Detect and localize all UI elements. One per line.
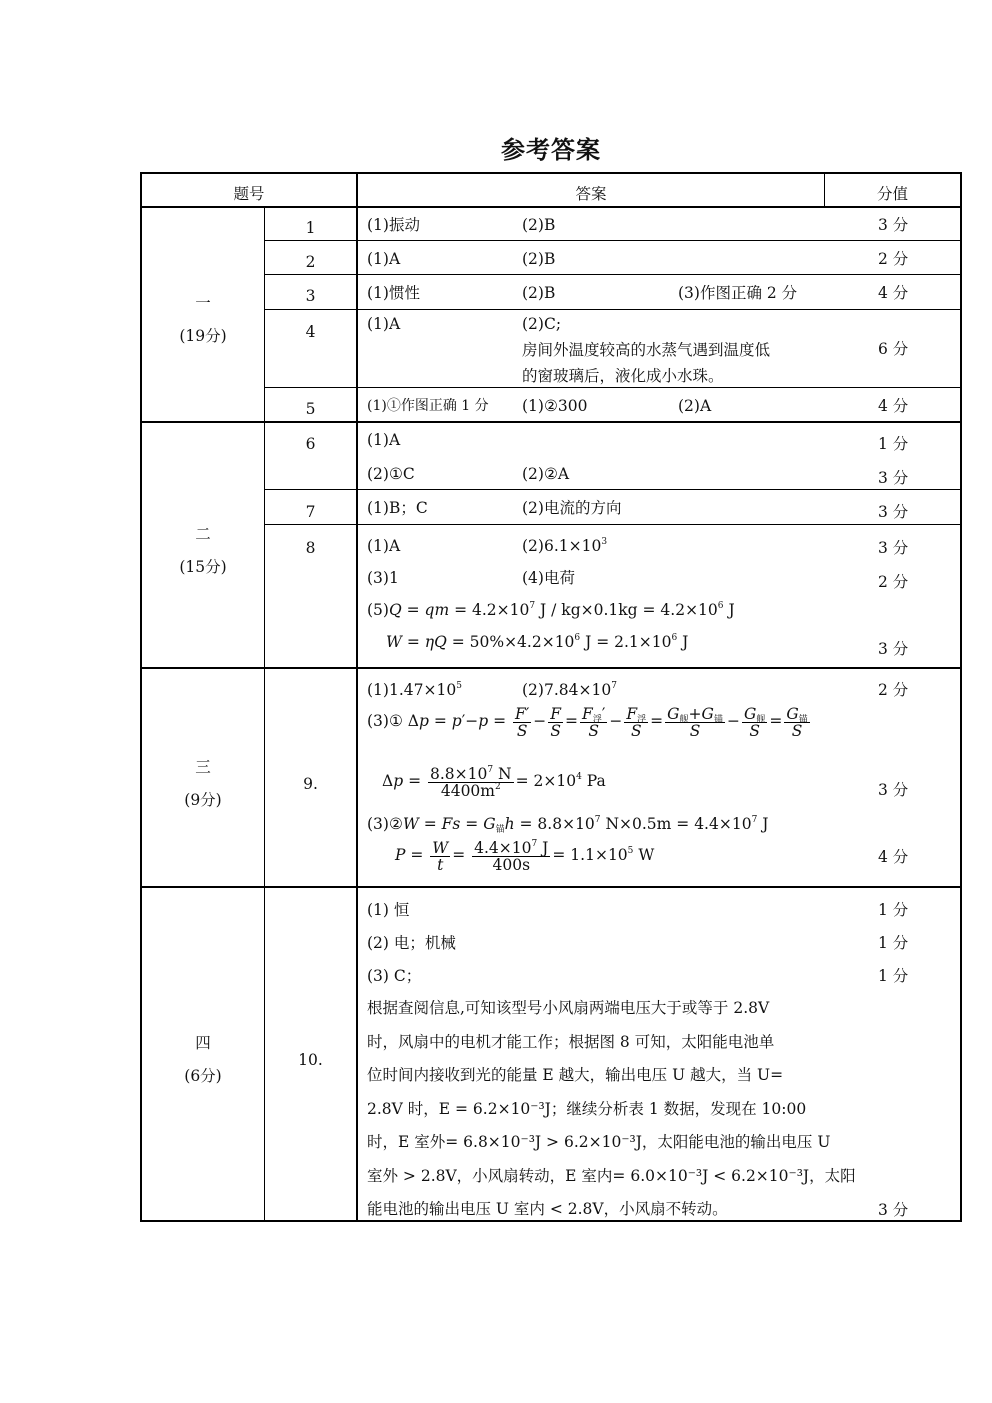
answer-text: (1)A bbox=[367, 250, 401, 268]
section-name: 二 bbox=[195, 525, 211, 543]
answer-text: (1) 恒 bbox=[367, 901, 410, 919]
question-number: 6 bbox=[305, 435, 316, 453]
answer-text: (1)惯性 bbox=[367, 284, 420, 302]
section-name: 一 bbox=[195, 294, 211, 312]
answer-text: 房间外温度较高的水蒸气遇到温度低 bbox=[522, 341, 771, 359]
answer-paragraph-line: 2.8V 时，E = 6.2×10⁻³J；继续分析表 1 数据，发现在 10:00 bbox=[367, 1100, 807, 1118]
row-divider bbox=[264, 240, 962, 241]
row-divider bbox=[264, 309, 962, 310]
section-divider bbox=[140, 667, 962, 669]
answer-text: (1)A bbox=[367, 431, 401, 449]
score-value: 4 分 bbox=[878, 284, 909, 302]
answer-paragraph-line: 时，E 室外= 6.8×10⁻³J > 6.2×10⁻³J，太阳能电池的输出电压 U bbox=[367, 1133, 831, 1151]
section-name: 三 bbox=[195, 758, 211, 776]
answer-text: $(2)7.84\times 10^7$ bbox=[522, 681, 617, 699]
question-number: 1 bbox=[305, 219, 316, 237]
section-name: 四 bbox=[195, 1034, 211, 1052]
row-divider bbox=[264, 387, 962, 388]
section-divider bbox=[140, 421, 962, 423]
formula-work: $W = \eta Q = 50\%\times 4.2\times 10^6$ $J = 2.1\times 10^6$ J bbox=[386, 633, 689, 651]
question-number: 7 bbox=[305, 503, 316, 521]
score-value: 3 分 bbox=[878, 640, 909, 658]
section-total: (9分) bbox=[184, 791, 222, 809]
answer-text: (2) 电；机械 bbox=[367, 934, 456, 952]
answer-paragraph-line: 室外 > 2.8V，小风扇转动，E 室内= 6.0×10⁻³J < 6.2×10⁻³J，太阳 bbox=[367, 1167, 856, 1185]
table-border-right bbox=[960, 172, 962, 1222]
section-total: (6分) bbox=[184, 1067, 222, 1085]
answer-text: (4)电荷 bbox=[522, 569, 575, 587]
score-value: 1 分 bbox=[878, 901, 909, 919]
question-number: 4 bbox=[305, 323, 316, 341]
answer-text: (1)振动 bbox=[367, 216, 420, 234]
answer-text: (3) C； bbox=[367, 967, 422, 985]
score-value: 4 分 bbox=[878, 397, 909, 415]
row-divider bbox=[264, 489, 962, 490]
score-value: 3 分 bbox=[878, 539, 909, 557]
answer-paragraph-line: 根据查阅信息,可知该型号小风扇两端电压大于或等于 2.8V bbox=[367, 999, 770, 1017]
answer-text: (2)C; bbox=[522, 315, 562, 333]
formula-pressure-value: Δp = $\frac{8.8\times 10^7 N}{4400m^2}$ = $2\times 10^4$ Pa bbox=[382, 764, 606, 800]
answer-text: 的窗玻璃后，液化成小水珠。 bbox=[522, 367, 724, 385]
answer-text: (2)B bbox=[522, 216, 556, 234]
row-divider bbox=[264, 524, 962, 525]
col-divider-answer bbox=[356, 172, 358, 1222]
score-value: 2 分 bbox=[878, 681, 909, 699]
score-value: 2 分 bbox=[878, 573, 909, 591]
answer-paragraph-line: 时，风扇中的电机才能工作；根据图 8 可知，太阳能电池单 bbox=[367, 1033, 775, 1051]
score-value: 3 分 bbox=[878, 469, 909, 487]
header-number: 题号 bbox=[233, 185, 265, 203]
question-number: 2 bbox=[305, 253, 316, 271]
row-divider bbox=[264, 274, 962, 275]
answer-text: (2)②A bbox=[522, 465, 570, 483]
formula-heat: (5)Q = qm = $4.2\times 10^7$ $J / kg\times 0.1kg = 4.2\times 10^6$ J bbox=[367, 601, 735, 619]
score-value: 3 分 bbox=[878, 781, 909, 799]
header-score: 分值 bbox=[876, 185, 908, 203]
score-value: 1 分 bbox=[878, 967, 909, 985]
answer-text: (2)B bbox=[522, 250, 556, 268]
answer-paragraph-line: 位时间内接收到光的能量 E 越大，输出电压 U 越大，当 U= bbox=[367, 1066, 784, 1084]
score-value: 1 分 bbox=[878, 934, 909, 952]
answer-text: $(1)1.47\times 10^5$ bbox=[367, 681, 462, 699]
question-number: 10. bbox=[298, 1051, 323, 1069]
answer-paragraph-line: 能电池的输出电压 U 室内 < 2.8V，小风扇不转动。 bbox=[367, 1200, 728, 1218]
answer-text: (1)A bbox=[367, 315, 401, 333]
score-value: 2 分 bbox=[878, 250, 909, 268]
formula-pressure: (3)① Δp = p′−p = $\frac{F'}{S}$ − $\frac{F}{S}$ = $\frac{F_浮'}{S}$ − $\frac{F_浮}{S}$ = $\frac{G_舰+G_锚}{S}$ − $\frac{G_舰}{S}$ = $\frac{G_锚}{S}$ bbox=[367, 704, 808, 740]
answer-text: $(2)6.1\times 10^3$ bbox=[522, 537, 608, 555]
section-total: (19分) bbox=[179, 327, 227, 345]
answer-text: (2)①C bbox=[367, 465, 415, 483]
page-title: 参考答案 bbox=[501, 136, 601, 164]
score-value: 4 分 bbox=[878, 848, 909, 866]
answer-text: (1)B；C bbox=[367, 499, 428, 517]
answer-text: (1)②300 bbox=[522, 397, 588, 415]
answer-text: (2)电流的方向 bbox=[522, 499, 622, 517]
answer-text: (1)①作图正确 1 分 bbox=[367, 398, 489, 414]
question-number: 8 bbox=[305, 539, 316, 557]
formula-power: P = $\frac{W}{t}$ = $\frac{4.4\times 10^7 J}{400s}$ = $1.1\times 10^5$ W bbox=[395, 838, 655, 874]
answer-text: (3)作图正确 2 分 bbox=[678, 284, 798, 302]
answer-text: (1)A bbox=[367, 537, 401, 555]
section-divider bbox=[140, 886, 962, 888]
answer-text: (2)B bbox=[522, 284, 556, 302]
answer-text: (3)1 bbox=[367, 569, 399, 587]
table-border-top bbox=[140, 172, 962, 174]
header-answer: 答案 bbox=[575, 185, 607, 203]
question-number: 9. bbox=[303, 775, 318, 793]
score-value: 3 分 bbox=[878, 503, 909, 521]
question-number: 5 bbox=[305, 400, 316, 418]
answer-text: (2)A bbox=[678, 397, 712, 415]
score-value: 3 分 bbox=[878, 216, 909, 234]
section-total: (15分) bbox=[179, 558, 227, 576]
formula-work-anchor: (3)②W = $Fs = G_锚h = 8.8\times 10^7$ $N\times 0.5m = 4.4\times 10^7$ J bbox=[367, 815, 769, 835]
question-number: 3 bbox=[305, 287, 316, 305]
score-value: 3 分 bbox=[878, 1201, 909, 1219]
score-value: 1 分 bbox=[878, 435, 909, 453]
score-value: 6 分 bbox=[878, 340, 909, 358]
